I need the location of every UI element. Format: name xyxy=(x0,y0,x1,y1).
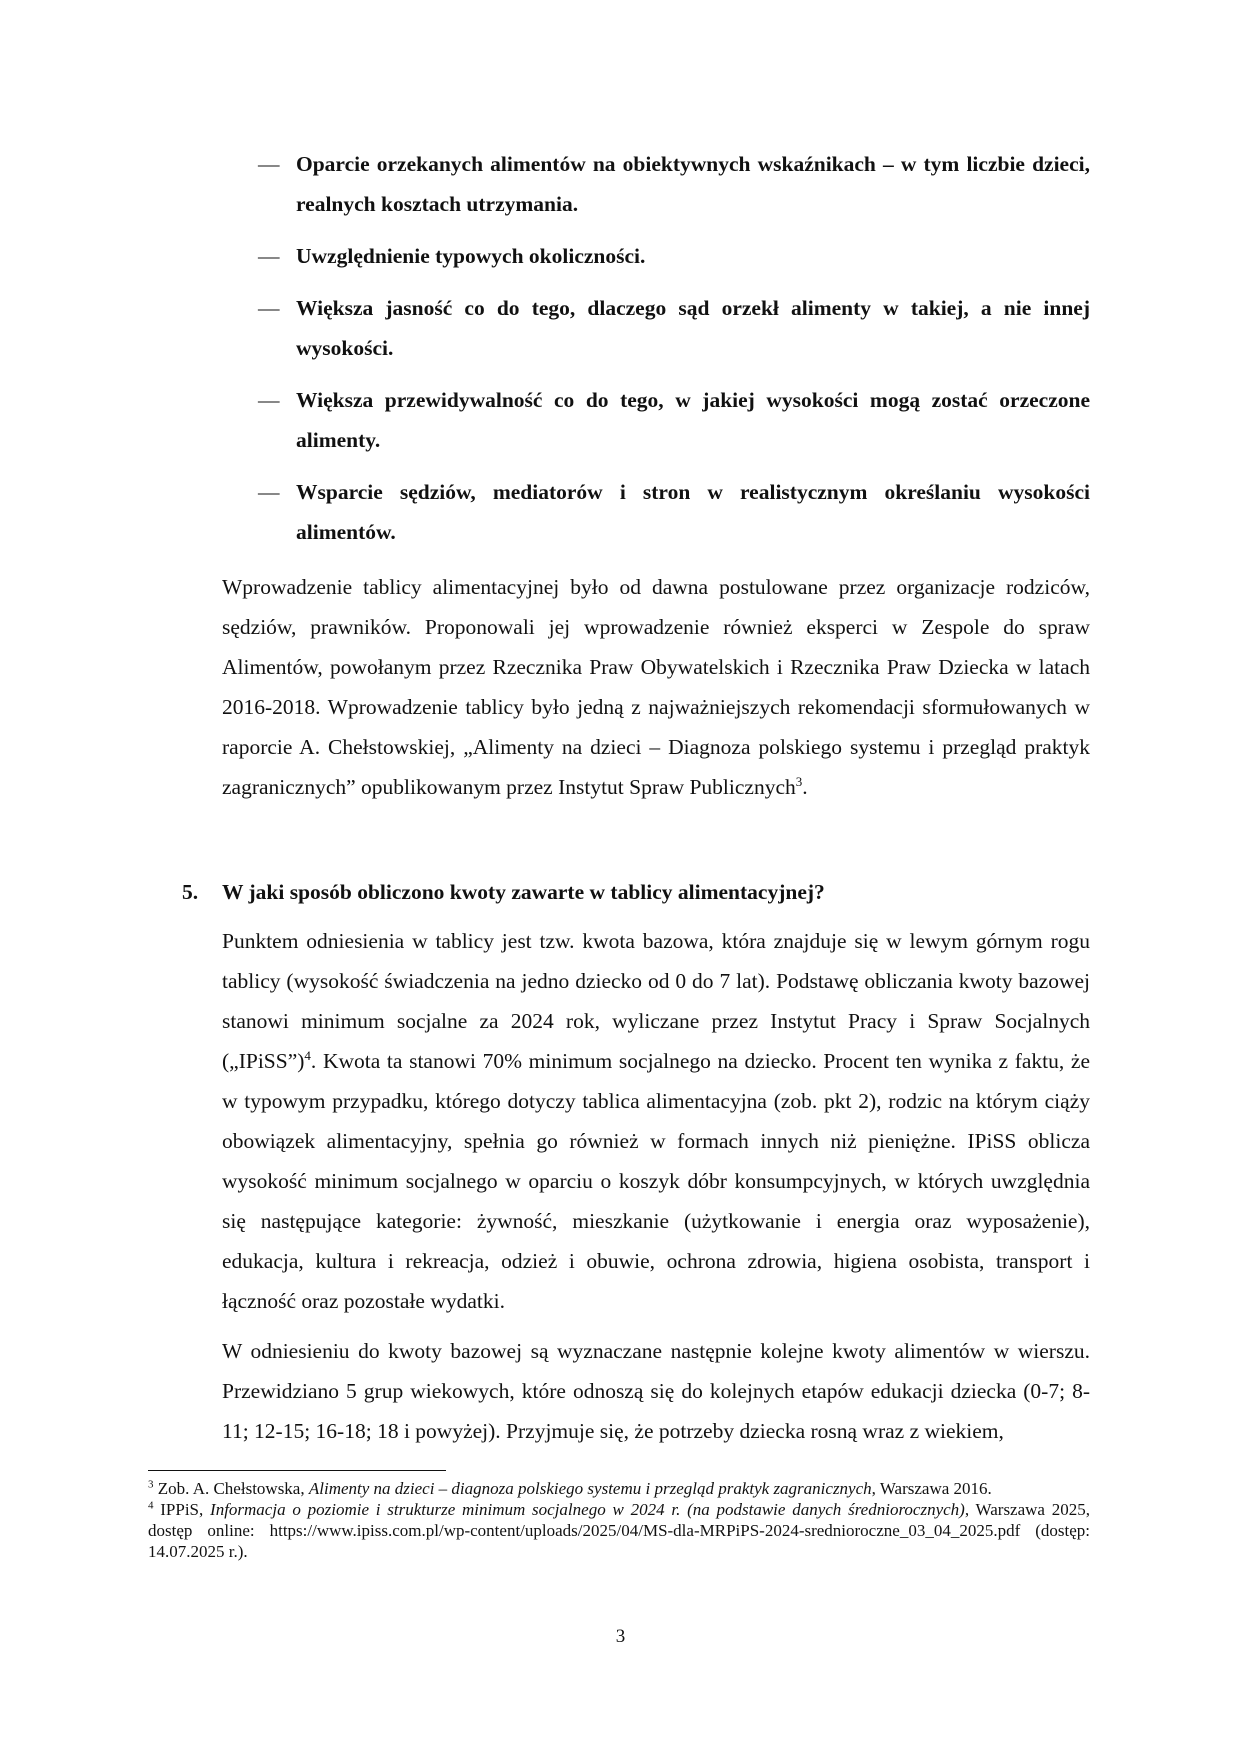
footnote: $^4$ IPPiS, Informacja o poziomie i strukturze minimum socjalnego w 2024 r. (na podstawie danych średniorocznych), Warszawa 2025, dostęp online: https://www.ipiss.com.pl/wp-content/uploads/2025/04/MS-dla-MRPiPS-2024-srednioroczne_03_04_2025.pdf (dostęp: 14.07.2025 r.). xyxy=(148,1499,1090,1561)
age-groups-paragraph: W odniesieniu do kwoty bazowej są wyznaczane następnie kolejne kwoty alimentów w wierszu. Przewidziano 5 grup wiekowych, które odnoszą się do kolejnych etapów edukacji dziecka (0-7; 8-11; 12-15; 16-18; 18 i powyżej). Przyjmuje się, że potrzeby dziecka rosną wraz z wiekiem, xyxy=(222,1339,1090,1443)
dash-marker: — xyxy=(258,296,280,320)
list-item-text: Wsparcie sędziów, mediatorów i stron w realistycznym określaniu wysokości alimentów. xyxy=(296,480,1090,544)
list-item-text: Większa przewidywalność co do tego, w jakiej wysokości mogą zostać orzeczone alimenty. xyxy=(296,388,1090,452)
section-heading xyxy=(182,872,1090,912)
list-item xyxy=(258,380,1090,460)
list-item-text: Większa jasność co do tego, dlaczego sąd orzekł alimenty w takiej, a nie innej wysokości. xyxy=(296,296,1090,360)
dash-marker: — xyxy=(258,388,280,412)
footnote-divider xyxy=(148,1470,446,1471)
page-number: 3 xyxy=(615,1626,626,1647)
list-item-text: Oparcie orzekanych alimentów na obiektywnych wskaźnikach – w tym liczbie dzieci, realnych kosztach utrzymania. xyxy=(296,152,1090,216)
footnote: $^3$ Zob. A. Chełstowska, Alimenty na dzieci – diagnoza polskiego systemu i przegląd praktyk zagranicznych, Warszawa 2016. xyxy=(148,1478,992,1498)
section-title: W jaki sposób obliczono kwoty zawarte w tablicy alimentacyjnej? xyxy=(222,880,825,904)
list-item xyxy=(258,236,1090,276)
footnote-ref: 4 xyxy=(304,1047,311,1063)
footnotes xyxy=(148,1478,1090,1562)
intro-paragraph: Wprowadzenie tablicy alimentacyjnej było od dawna postulowane przez organizacje rodziców, sędziów, prawników. Proponowali jej wprowadzenie również eksperci w Zespole do spraw Alimentów, powołanym przez Rzecznika Praw Obywatelskich i Rzecznika Praw Dziecka w latach 2016-2018. Wprowadzenie tablicy było jedną z najważniejszych rekomendacji sformułowanych w raporcie A. Chełstowskiej, „Alimenty na dzieci – Diagnoza polskiego systemu i przegląd praktyk zagranicznych” opublikowanym przez Instytut Spraw Publicznych$^3$. xyxy=(222,575,1090,799)
dash-marker: — xyxy=(258,480,280,504)
footnote-title: Alimenty na dzieci – diagnoza polskiego systemu i przegląd praktyk zagranicznych xyxy=(308,1479,872,1498)
footnote-number: 4 xyxy=(148,1499,154,1512)
dash-marker: — xyxy=(258,244,280,268)
footnote-number: 3 xyxy=(148,1478,154,1491)
calculation-paragraph: Punktem odniesienia w tablicy jest tzw. kwota bazowa, która znajduje się w lewym górnym rogu tablicy (wysokość świadczenia na jedno dziecko od 0 do 7 lat). Podstawę obliczania kwoty bazowej stanowi minimum socjalne za 2024 rok, wyliczane przez Instytut Pracy i Spraw Socjalnych („IPiSS”)$^4$. Kwota ta stanowi 70% minimum socjalnego na dziecko. Procent ten wynika z faktu, że w typowym przypadku, którego dotyczy tablica alimentacyjna (zob. pkt 2), rodzic na którym ciąży obowiązek alimentacyjny, spełnia go również w formach innych niż pieniężne. IPiSS oblicza wysokość minimum socjalnego w oparciu o koszyk dóbr konsumpcyjnych, w których uwzględnia się następujące kategorie: żywność, mieszkanie (użytkowanie i energia oraz wyposażenie), edukacja, kultura i rekreacja, odzież i obuwie, ochrona zdrowia, higiena osobista, transport i łączność oraz pozostałe wydatki. xyxy=(222,929,1090,1313)
dash-marker: — xyxy=(258,152,280,176)
list-item-text: Uwzględnienie typowych okoliczności. xyxy=(296,244,646,268)
list-item xyxy=(258,472,1090,552)
list-item xyxy=(258,144,1090,224)
footnote-ref: 3 xyxy=(795,773,803,789)
section-number: 5. xyxy=(182,880,199,904)
footnote-title: Informacja o poziomie i strukturze minimum socjalnego w 2024 r. (na podstawie danych średniorocznych) xyxy=(210,1500,965,1519)
list-item xyxy=(258,288,1090,368)
goals-list xyxy=(258,144,1090,564)
